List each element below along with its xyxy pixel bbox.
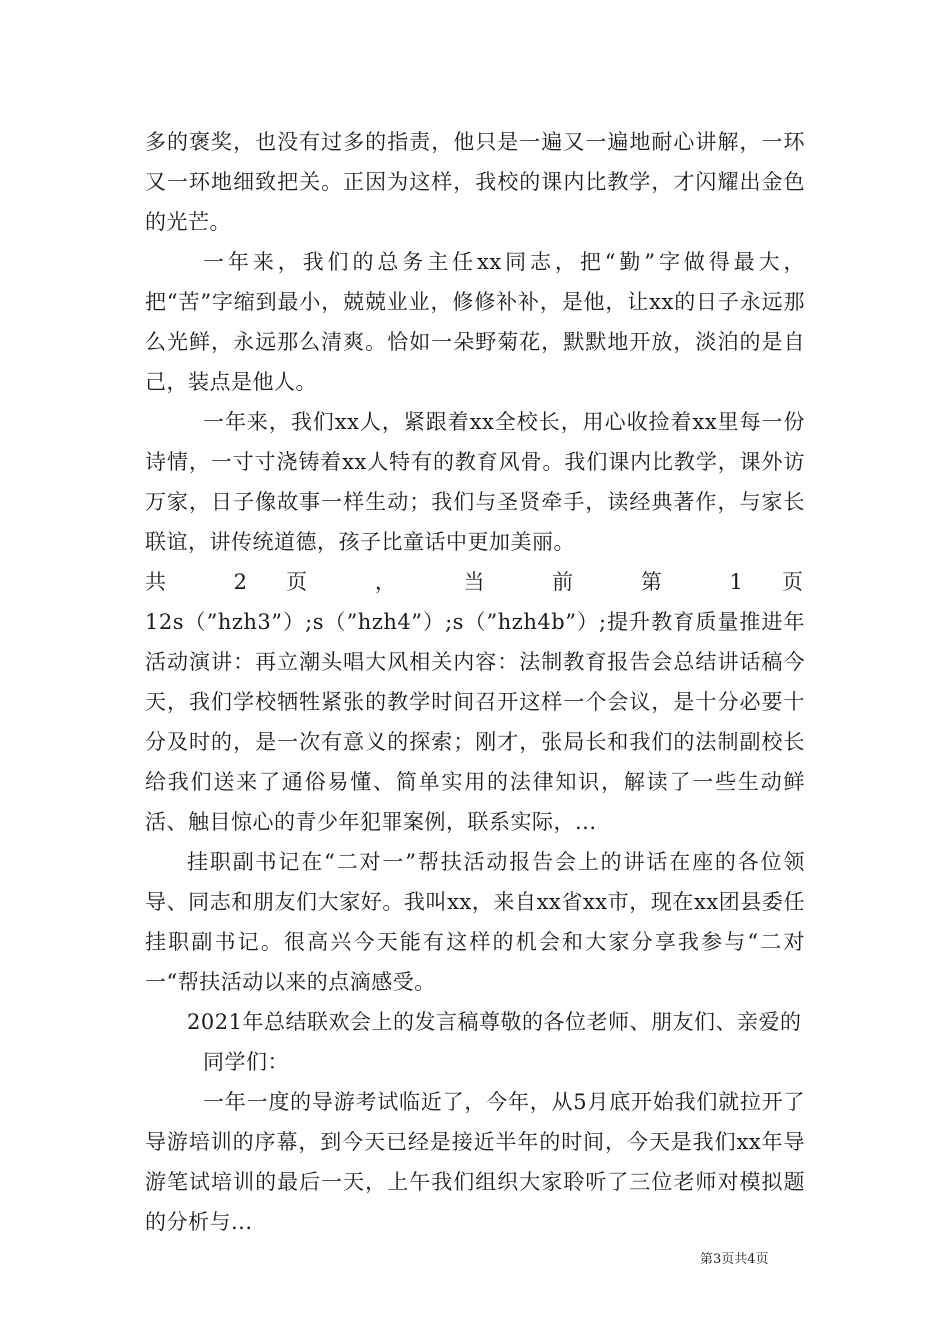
paragraph-speech-title: 2021年总结联欢会上的发言稿尊敬的各位老师、朋友们、亲爱的	[187, 1010, 802, 1034]
paragraph-continuation: 多的褒奖，也没有过多的指责，他只是一遍又一遍地耐心讲解，一环又一环地细致把关。正因为这样，我校的课内比教学，才闪耀出金色的光芒。	[145, 130, 805, 234]
paragraph-tour-guide: 一年一度的导游考试临近了，今年，从5月底开始我们就拉开了导游培训的序幕，到今天已经是接近半年的时间，今天是我们xx年导游笔试培训的最后一天，上午我们组织大家聆听了三位老师对模拟题的分析与...	[145, 1090, 805, 1234]
paragraph-school-people: 一年来，我们xx人，紧跟着xx全校长，用心收捡着xx里每一份诗情，一寸寸浇铸着xx人特有的教育风骨。我们课内比教学，课外访万家，日子像故事一样生动；我们与圣贤牵手，读经典著作，与家长联谊，讲传统道德，孩子比童话中更加美丽。	[145, 410, 805, 554]
page-footer: 第3页共4页	[700, 1252, 769, 1267]
paragraph-deputy-secretary: 挂职副书记在“二对一”帮扶活动报告会上的讲话在座的各位领导、同志和朋友们大家好。我叫xx，来自xx省xx市，现在xx团县委任挂职副书记。很高兴今天能有这样的机会和大家分享我参与“二对一“帮扶活动以来的点滴感受。	[145, 850, 805, 994]
paragraph-general-affairs: 一年来，我们的总务主任xx同志，把“勤”字做得最大，把“苦”字缩到最小，兢兢业业，修修补补，是他，让xx的日子永远那么光鲜，永远那么清爽。恰如一朵野菊花，默默地开放，淡泊的是自己，装点是他人。	[145, 250, 805, 394]
page-count-marker: 共 2 页 ， 当 前 第 1 页	[145, 570, 805, 594]
paragraph-related-content: 12s（”hzh3”）;s（”hzh4”）;s（”hzh4b”）;提升教育质量推进年活动演讲：再立潮头唱大风相关内容：法制教育报告会总结讲话稿今天，我们学校牺牲紧张的教学时间召开这样一个会议，是十分必要十分及时的，是一次有意义的探索；刚才，张局长和我们的法制副校长给我们送来了通俗易懂、简单实用的法律知识，解读了一些生动鲜活、触目惊心的青少年犯罪案例，联系实际，...	[145, 610, 805, 834]
paragraph-greeting: 同学们：	[203, 1050, 289, 1074]
document-body	[145, 122, 805, 1242]
